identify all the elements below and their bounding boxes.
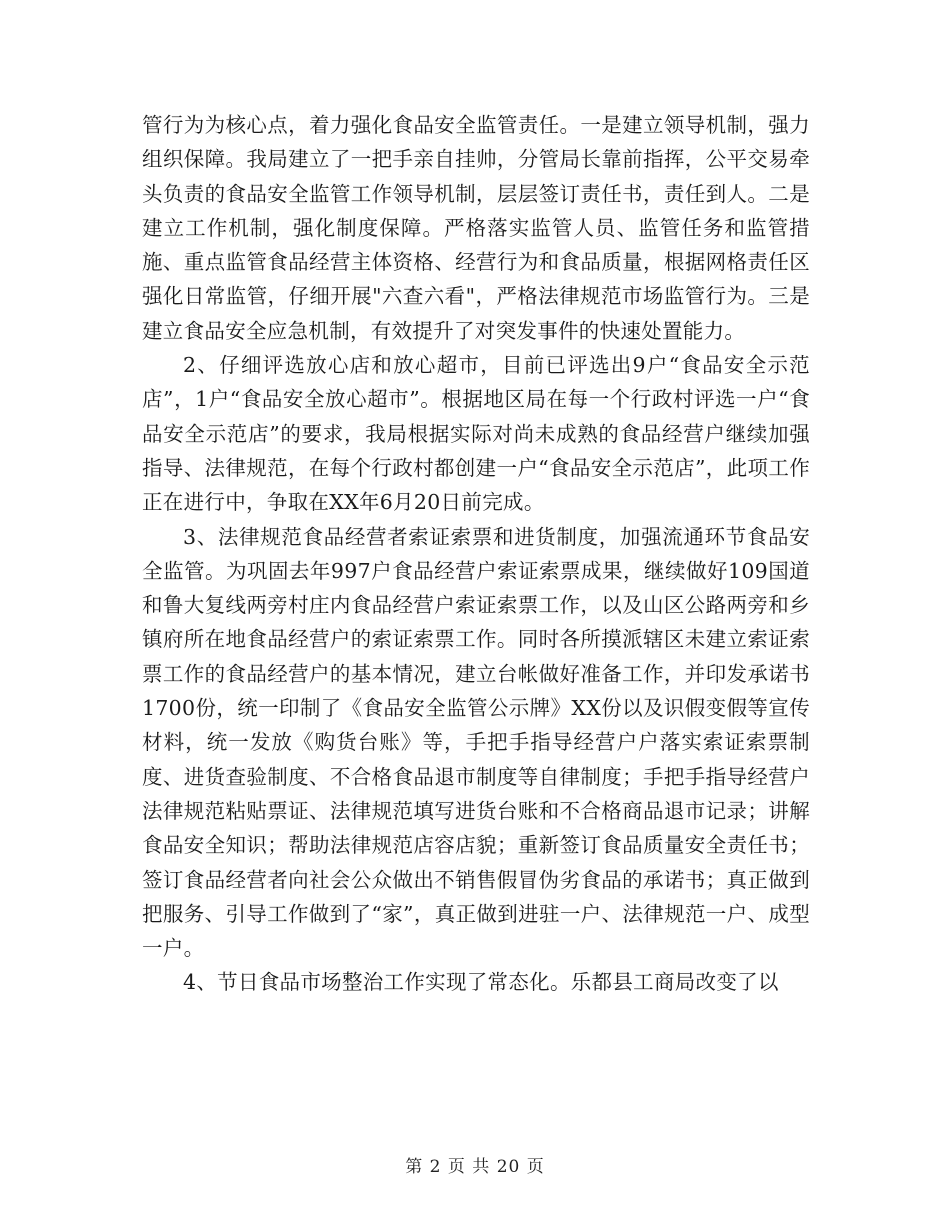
paragraph-3: 3、法律规范食品经营者索证索票和进货制度，加强流通环节食品安全监管。为巩固去年997户食品经营户索证索票成果，继续做好109国道和鲁大复线两旁村庄内食品经营户索证索票工作，以及山区公路两旁和乡镇府所在地食品经营户的索证索票工作。同时各所摸派辖区未建立索证索票工作的食品经营户的基本情况，建立台帐做好准备工作，并印发承诺书1700份，统一印制了《食品安全监管公示牌》XX份以及识假变假等宣传材料，统一发放《购货台账》等，手把手指导经营户户落实索证索票制度、进货查验制度、不合格食品退市制度等自律制度；手把手指导经营户法律规范粘贴票证、法律规范填写进货台账和不合格商品退市记录；讲解食品安全知识；帮助法律规范店容店貌；重新签订食品质量安全责任书；签订食品经营者向社会公众做出不销售假冒伪劣食品的承诺书；真正做到把服务、引导工作做到了“家”，真正做到进驻一户、法律规范一户、成型一户。 xyxy=(142,524,810,961)
document-body xyxy=(142,108,810,1000)
paragraph-2: 2、仔细评选放心店和放心超市，目前已评选出9户“食品安全示范店”，1户“食品安全放心超市”。根据地区局在每一个行政村评选一户“食品安全示范店”的要求，我局根据实际对尚未成熟的食品经营户继续加强指导、法律规范，在每个行政村都创建一户“食品安全示范店”，此项工作正在进行中，争取在XX年6月20日前完成。 xyxy=(142,353,810,515)
paragraph-1: 管行为为核心点，着力强化食品安全监管责任。一是建立领导机制，强力组织保障。我局建立了一把手亲自挂帅，分管局长靠前指挥，公平交易牵头负责的食品安全监管工作领导机制，层层签订责任书，责任到人。二是建立工作机制，强化制度保障。严格落实监管人员、监管任务和监管措施、重点监管食品经营主体资格、经营行为和食品质量，根据网格责任区强化日常监管，仔细开展"六查六看"，严格法律规范市场监管行为。三是建立食品安全应急机制，有效提升了对突发事件的快速处置能力。 xyxy=(142,113,810,343)
paragraph-4: 4、节日食品市场整治工作实现了常态化。乐都县工商局改变了以 xyxy=(183,970,779,995)
page-number-footer: 第 2 页 共 20 页 xyxy=(405,1157,545,1177)
